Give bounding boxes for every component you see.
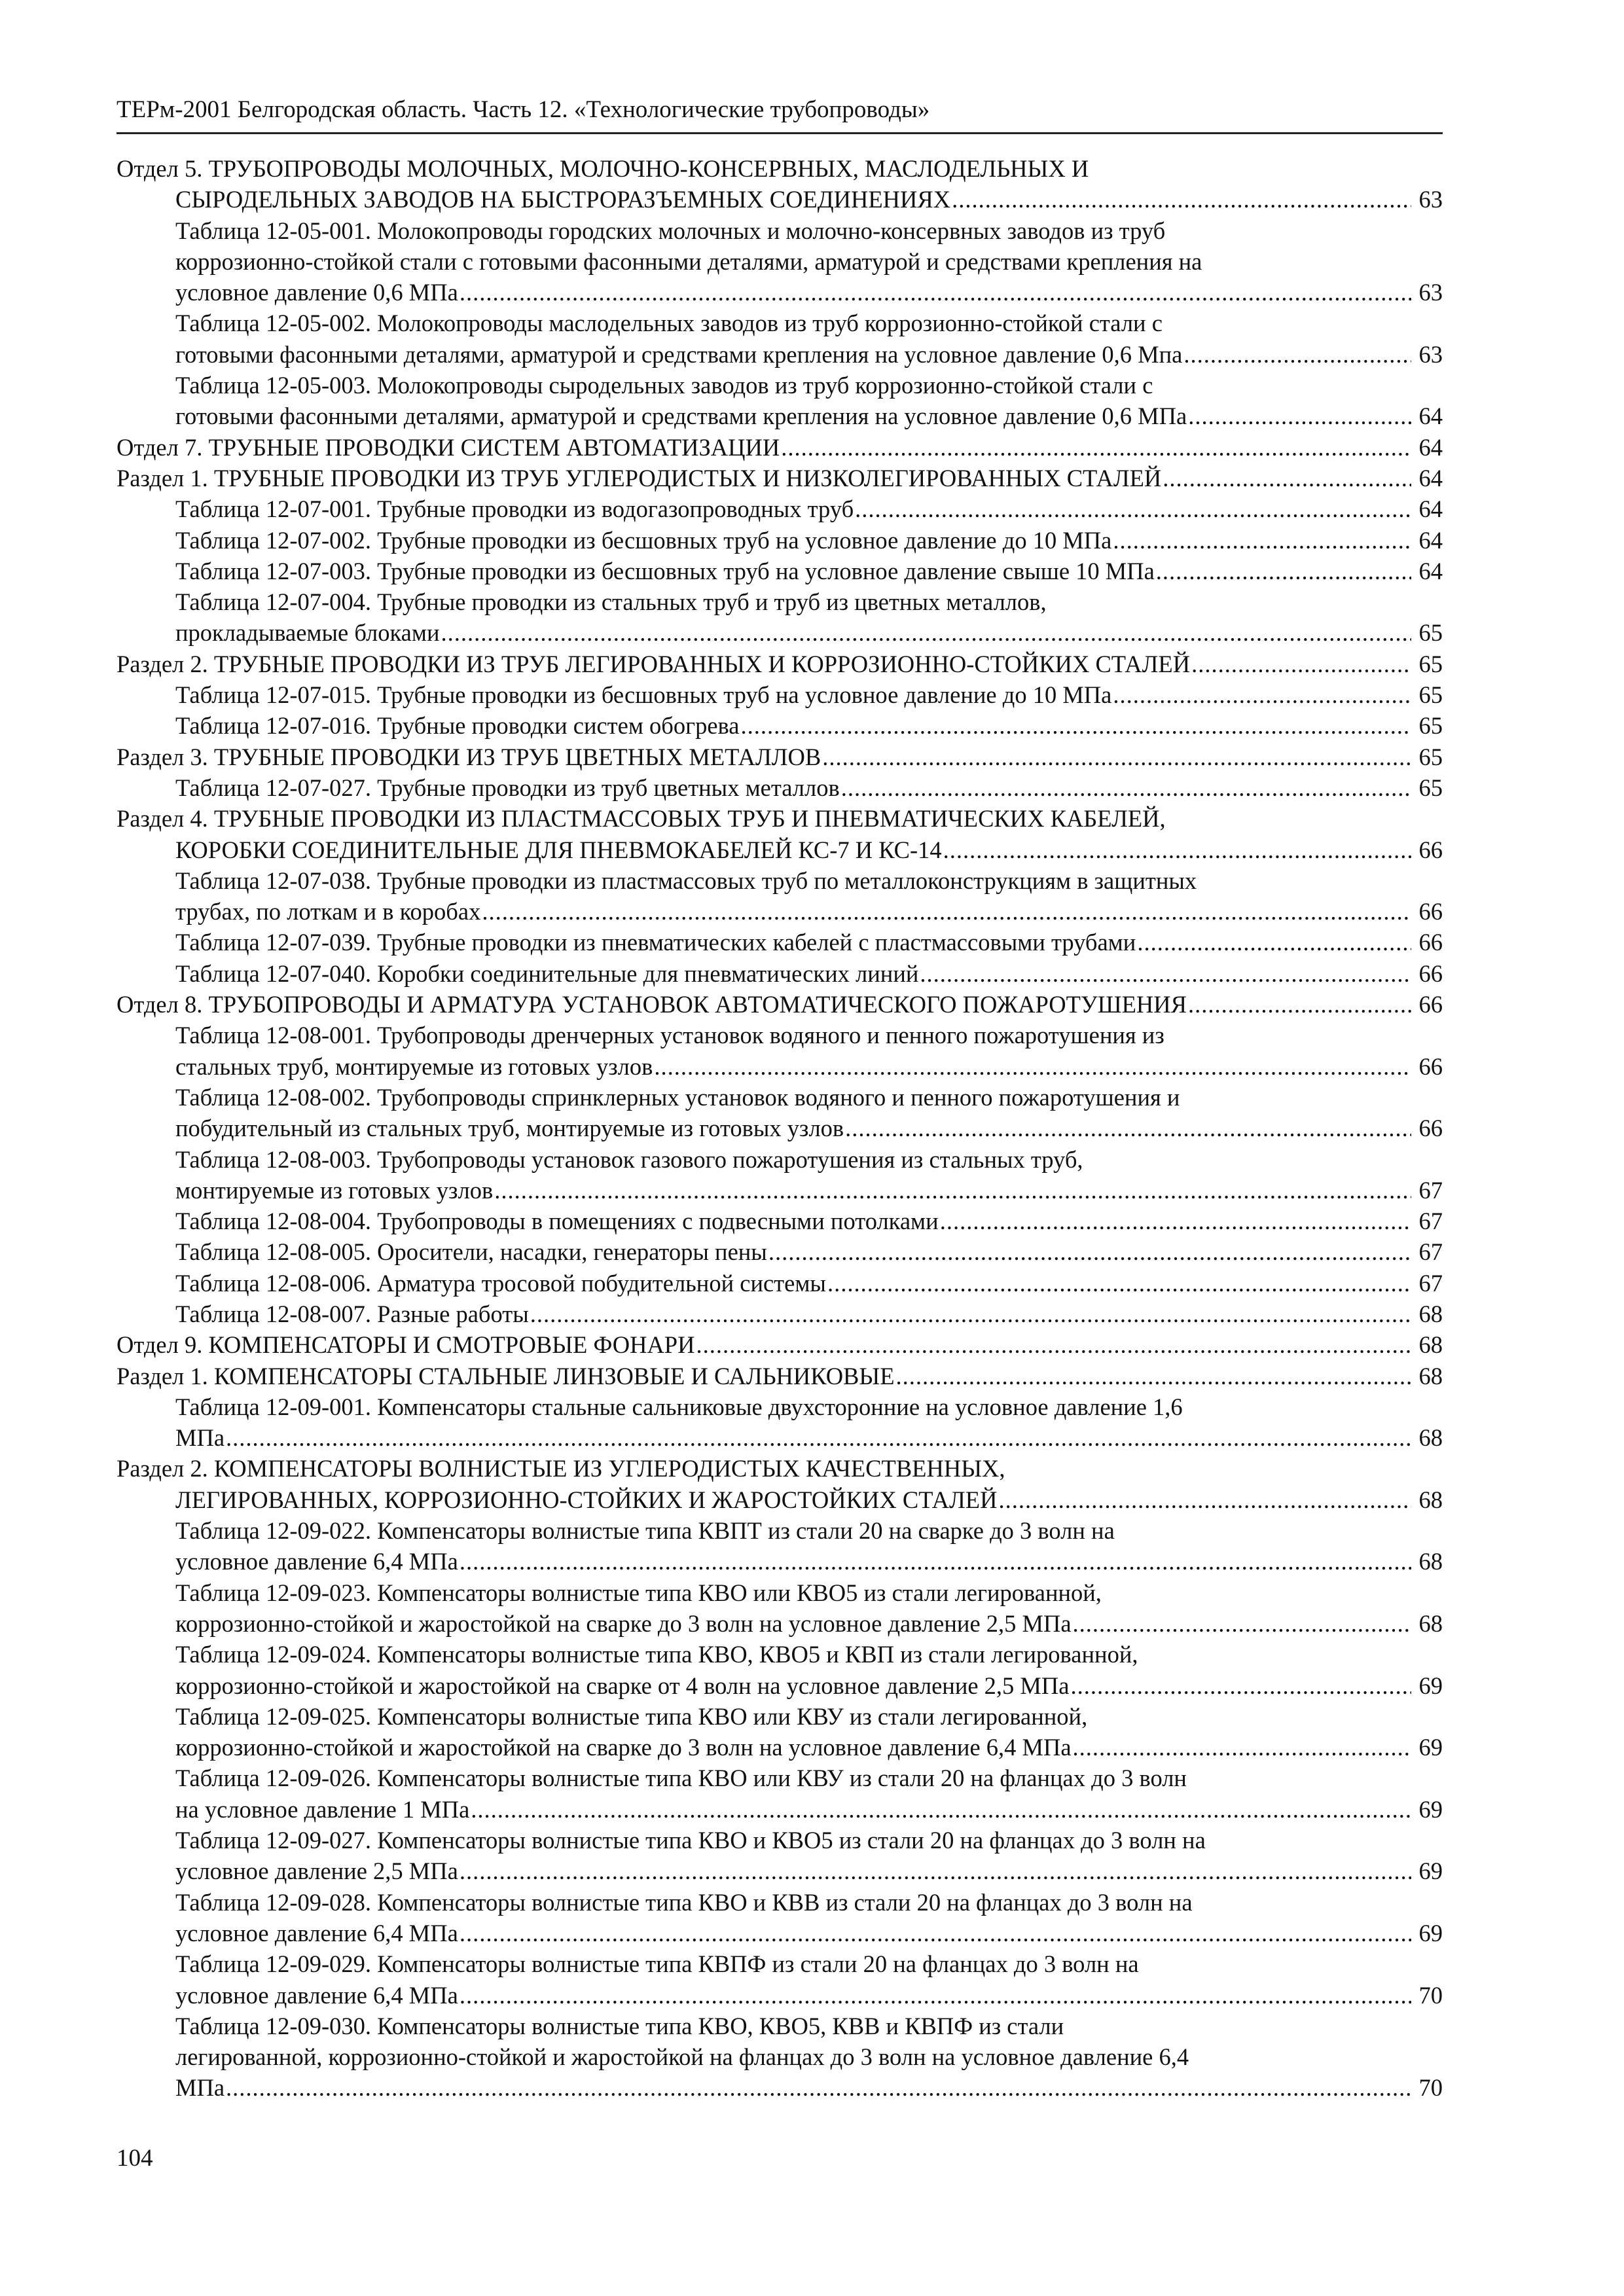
- toc-page-number: 69: [1418, 1734, 1443, 1761]
- dot-leader: [940, 1206, 1411, 1236]
- dot-leader: [460, 1980, 1411, 2011]
- toc-entry-text: Таблица 12-07-038. Трубные проводки из пластмассовых труб по металлоконструкциям в защитных: [175, 867, 1197, 894]
- toc-section-entry[interactable]: [117, 432, 1443, 463]
- toc-page-number: 68: [1418, 1331, 1443, 1359]
- toc-entry-text: КОРОБКИ СОЕДИНИТЕЛЬНЫЕ ДЛЯ ПНЕВМОКАБЕЛЕЙ КС-7 И КС-14: [175, 836, 942, 863]
- dot-leader: [741, 710, 1412, 741]
- toc-entry-text: условное давление 0,6 МПа: [175, 279, 458, 306]
- toc-entry-text: Таблица 12-09-024. Компенсаторы волнистые типа КВО, КВО5 и КВП из стали легированной,: [175, 1641, 1138, 1668]
- toc-entry-text: стальных труб, монтируемые из готовых узлов: [175, 1052, 653, 1080]
- toc-section-entry[interactable]: [117, 803, 1443, 865]
- toc-table-entry[interactable]: [117, 308, 1443, 370]
- toc-entry-text: Таблица 12-08-005. Оросители, насадки, генераторы пены: [175, 1238, 767, 1266]
- toc-entry-text: Таблица 12-08-007. Разные работы: [175, 1300, 529, 1327]
- toc-entry-text: Таблица 12-07-002. Трубные проводки из бесшовных труб на условное давление до 10 МПа: [175, 526, 1112, 554]
- toc-page-number: 69: [1418, 1672, 1443, 1699]
- toc-table-entry[interactable]: [117, 2011, 1443, 2104]
- dot-leader: [494, 1175, 1411, 1206]
- toc-entry-text: Таблица 12-05-003. Молокопроводы сыродельных заводов из труб коррозионно-стойкой стали с: [175, 372, 1153, 399]
- toc-page-number: 68: [1418, 1486, 1443, 1513]
- toc-entry-text: на условное давление 1 МПа: [175, 1795, 470, 1823]
- toc-entry-text: Таблица 12-07-016. Трубные проводки систем обогрева: [175, 712, 740, 740]
- toc-entry-text: Таблица 12-07-004. Трубные проводки из стальных труб и труб из цветных металлов,: [175, 588, 1047, 616]
- page-number: 104: [117, 2145, 153, 2172]
- toc-entry-text: Таблица 12-08-002. Трубопроводы спринклерных установок водяного и пенного пожаротушения и: [175, 1083, 1180, 1111]
- toc-page-number: 63: [1418, 340, 1443, 368]
- toc-page-number: 68: [1418, 1548, 1443, 1575]
- toc-page-number: 64: [1418, 495, 1443, 523]
- toc-page-number: 65: [1418, 774, 1443, 801]
- toc-table-entry[interactable]: [117, 1206, 1443, 1236]
- dot-leader: [1156, 556, 1411, 586]
- toc-table-entry[interactable]: [117, 1268, 1443, 1299]
- dot-leader: [1191, 649, 1411, 679]
- toc-entry-text: Раздел 2. КОМПЕНСАТОРЫ ВОЛНИСТЫЕ ИЗ УГЛЕРОДИСТЫХ КАЧЕСТВЕННЫХ,: [117, 1455, 1005, 1482]
- toc-page-number: 69: [1418, 1857, 1443, 1885]
- toc-entry-text: Отдел 7. ТРУБНЫЕ ПРОВОДКИ СИСТЕМ АВТОМАТИЗАЦИИ: [117, 433, 780, 461]
- toc-entry-text: коррозионно-стойкой и жаростойкой на сварке от 4 волн на условное давление 2,5 МПа: [175, 1672, 1070, 1699]
- dot-leader: [952, 184, 1411, 215]
- toc-table-entry[interactable]: [117, 865, 1443, 927]
- toc-entry-text: Таблица 12-07-001. Трубные проводки из водогазопроводных труб: [175, 495, 854, 523]
- toc-entry-text: Раздел 1. ТРУБНЫЕ ПРОВОДКИ ИЗ ТРУБ УГЛЕРОДИСТЫХ И НИЗКОЛЕГИРОВАННЫХ СТАЛЕЙ: [117, 464, 1162, 492]
- toc-entry-text: Таблица 12-09-026. Компенсаторы волнистые типа КВО или КВУ из стали 20 на фланцах до 3 волн: [175, 1765, 1187, 1792]
- toc-page-number: 65: [1418, 619, 1443, 647]
- toc-entry-text: СЫРОДЕЛЬНЫХ ЗАВОДОВ НА БЫСТРОРАЗЪЕМНЫХ СОЕДИНЕНИЯХ: [175, 186, 951, 213]
- toc-table-entry[interactable]: [117, 370, 1443, 432]
- toc-page-number: 65: [1418, 681, 1443, 709]
- toc-entry-text: условное давление 6,4 МПа: [175, 1981, 458, 2009]
- toc-page-number: 68: [1418, 1362, 1443, 1390]
- toc-table-entry[interactable]: [117, 1948, 1443, 2011]
- page-footer: [117, 2143, 153, 2174]
- toc-page-number: 64: [1418, 557, 1443, 584]
- toc-entry-text: МПа: [175, 2074, 225, 2102]
- toc-entry-text: Таблица 12-09-029. Компенсаторы волнистые типа КВПФ из стали 20 на фланцах до 3 волн на: [175, 1950, 1139, 1978]
- dot-leader: [654, 1051, 1411, 1082]
- table-of-contents: [117, 153, 1443, 2104]
- toc-entry-text: Таблица 12-05-001. Молокопроводы городских молочных и молочно-консервных заводов из труб: [175, 217, 1166, 244]
- toc-table-entry[interactable]: [117, 710, 1443, 741]
- dot-leader: [460, 1856, 1411, 1886]
- toc-page-number: 68: [1418, 1609, 1443, 1637]
- toc-entry-text: Раздел 4. ТРУБНЫЕ ПРОВОДКИ ИЗ ПЛАСТМАССОВЫХ ТРУБ И ПНЕВМАТИЧЕСКИХ КАБЕЛЕЙ,: [117, 805, 1166, 833]
- toc-entry-text: легированной, коррозионно-стойкой и жаростойкой на фланцах до 3 волн на условное давление 6,4: [175, 2043, 1189, 2071]
- toc-table-entry[interactable]: [117, 493, 1443, 524]
- toc-entry-text: Раздел 2. ТРУБНЫЕ ПРОВОДКИ ИЗ ТРУБ ЛЕГИРОВАННЫХ И КОРРОЗИОННО-СТОЙКИХ СТАЛЕЙ: [117, 650, 1191, 677]
- dot-leader: [226, 1422, 1411, 1453]
- toc-table-entry[interactable]: [117, 927, 1443, 958]
- toc-table-entry[interactable]: [117, 1144, 1443, 1206]
- toc-entry-text: Таблица 12-08-004. Трубопроводы в помещениях с подвесными потолками: [175, 1208, 939, 1235]
- toc-page-number: 63: [1418, 279, 1443, 306]
- toc-entry-text: ЛЕГИРОВАННЫХ, КОРРОЗИОННО-СТОЙКИХ И ЖАРОСТОЙКИХ СТАЛЕЙ: [175, 1486, 998, 1513]
- toc-table-entry[interactable]: [117, 1825, 1443, 1887]
- dot-leader: [471, 1794, 1411, 1825]
- toc-table-entry[interactable]: [117, 525, 1443, 556]
- dot-leader: [1183, 339, 1411, 370]
- toc-page-number: 66: [1418, 898, 1443, 925]
- toc-section-entry[interactable]: [117, 649, 1443, 679]
- toc-table-entry[interactable]: [117, 586, 1443, 649]
- dot-leader: [998, 1484, 1411, 1515]
- toc-entry-text: Таблица 12-09-027. Компенсаторы волнистые типа КВО и КВО5 из стали 20 на фланцах до 3 волн на: [175, 1827, 1206, 1854]
- toc-entry-text: Таблица 12-07-040. Коробки соединительные для пневматических линий: [175, 960, 919, 987]
- dot-leader: [1073, 1608, 1411, 1639]
- toc-section-entry[interactable]: [117, 989, 1443, 1020]
- toc-entry-text: прокладываемые блоками: [175, 619, 440, 647]
- toc-entry-text: Таблица 12-09-022. Компенсаторы волнистые типа КВПТ из стали 20 на сварке до 3 волн на: [175, 1517, 1115, 1545]
- toc-page-number: 67: [1418, 1269, 1443, 1297]
- dot-leader: [1137, 927, 1411, 958]
- toc-entry-text: Таблица 12-09-001. Компенсаторы стальные сальниковые двухсторонние на условное давление 1,6: [175, 1393, 1183, 1420]
- toc-table-entry[interactable]: [117, 1639, 1443, 1701]
- dot-leader: [460, 277, 1411, 308]
- toc-page-number: 66: [1418, 960, 1443, 987]
- toc-entry-text: условное давление 2,5 МПа: [175, 1857, 458, 1885]
- toc-page-number: 70: [1418, 1981, 1443, 2009]
- toc-entry-text: Отдел 5. ТРУБОПРОВОДЫ МОЛОЧНЫХ, МОЛОЧНО-КОНСЕРВНЫХ, МАСЛОДЕЛЬНЫХ И: [117, 155, 1089, 182]
- dot-leader: [1188, 401, 1411, 431]
- dot-leader: [1188, 989, 1411, 1020]
- toc-entry-text: коррозионно-стойкой и жаростойкой на сварке до 3 волн на условное давление 2,5 МПа: [175, 1609, 1072, 1637]
- toc-table-entry[interactable]: [117, 679, 1443, 710]
- toc-entry-text: Таблица 12-09-028. Компенсаторы волнистые типа КВО и КВВ из стали 20 на фланцах до 3 волн на: [175, 1888, 1193, 1916]
- dot-leader: [841, 772, 1411, 803]
- dot-leader: [1070, 1670, 1411, 1701]
- toc-page-number: 64: [1418, 403, 1443, 430]
- toc-entry-text: Таблица 12-09-023. Компенсаторы волнистые типа КВО или КВО5 из стали легированной,: [175, 1579, 1102, 1606]
- toc-section-entry[interactable]: [117, 463, 1443, 493]
- toc-entry-text: коррозионно-стойкой и жаростойкой на сварке до 3 волн на условное давление 6,4 МПа: [175, 1734, 1072, 1761]
- dot-leader: [482, 896, 1411, 927]
- dot-leader: [460, 1918, 1411, 1948]
- toc-section-entry[interactable]: [117, 153, 1443, 215]
- dot-leader: [827, 1268, 1411, 1299]
- dot-leader: [822, 742, 1411, 772]
- document-title: ТЕРм-2001 Белгородская область. Часть 12. «Технологические трубопроводы»: [117, 96, 930, 123]
- toc-page-number: 66: [1418, 929, 1443, 956]
- dot-leader: [460, 1546, 1411, 1577]
- toc-entry-text: Раздел 3. ТРУБНЫЕ ПРОВОДКИ ИЗ ТРУБ ЦВЕТНЫХ МЕТАЛЛОВ: [117, 743, 821, 770]
- dot-leader: [896, 1361, 1411, 1391]
- toc-entry-text: монтируемые из готовых узлов: [175, 1176, 494, 1204]
- toc-page-number: 65: [1418, 712, 1443, 740]
- toc-table-entry[interactable]: [117, 1701, 1443, 1763]
- dot-leader: [781, 432, 1411, 463]
- toc-entry-text: Таблица 12-05-002. Молокопроводы маслодельных заводов из труб коррозионно-стойкой стали с: [175, 310, 1163, 337]
- toc-table-entry[interactable]: [117, 1515, 1443, 1577]
- toc-entry-text: готовыми фасонными деталями, арматурой и средствами крепления на условное давление 0,6 МПа: [175, 403, 1187, 430]
- toc-entry-text: условное давление 6,4 МПа: [175, 1548, 458, 1575]
- toc-table-entry[interactable]: [117, 1082, 1443, 1144]
- dot-leader: [845, 1113, 1411, 1143]
- toc-section-entry[interactable]: [117, 1329, 1443, 1360]
- dot-leader: [1163, 463, 1411, 493]
- toc-page-number: 64: [1418, 526, 1443, 554]
- toc-page-number: 67: [1418, 1238, 1443, 1266]
- toc-page-number: 64: [1418, 464, 1443, 492]
- toc-page-number: 66: [1418, 1052, 1443, 1080]
- toc-page-number: 65: [1418, 743, 1443, 770]
- toc-table-entry[interactable]: [117, 215, 1443, 308]
- toc-page-number: 66: [1418, 836, 1443, 863]
- toc-entry-text: Раздел 1. КОМПЕНСАТОРЫ СТАЛЬНЫЕ ЛИНЗОВЫЕ И САЛЬНИКОВЫЕ: [117, 1362, 895, 1390]
- toc-entry-text: Отдел 9. КОМПЕНСАТОРЫ И СМОТРОВЫЕ ФОНАРИ: [117, 1331, 695, 1359]
- toc-entry-text: Таблица 12-08-003. Трубопроводы установок газового пожаротушения из стальных труб,: [175, 1145, 1083, 1173]
- dot-leader: [696, 1329, 1411, 1360]
- dot-leader: [1113, 679, 1411, 710]
- toc-page-number: 66: [1418, 1115, 1443, 1142]
- toc-table-entry[interactable]: [117, 1299, 1443, 1329]
- toc-section-entry[interactable]: [117, 742, 1443, 772]
- toc-entry-text: Отдел 8. ТРУБОПРОВОДЫ И АРМАТУРА УСТАНОВОК АВТОМАТИЧЕСКОГО ПОЖАРОТУШЕНИЯ: [117, 991, 1187, 1018]
- toc-table-entry[interactable]: [117, 1020, 1443, 1082]
- toc-entry-text: Таблица 12-09-030. Компенсаторы волнистые типа КВО, КВО5, КВВ и КВПФ из стали: [175, 2012, 1064, 2039]
- dot-leader: [943, 834, 1411, 865]
- toc-entry-text: Таблица 12-09-025. Компенсаторы волнистые типа КВО или КВУ из стали легированной,: [175, 1702, 1088, 1730]
- toc-entry-text: коррозионно-стойкой стали с готовыми фасонными деталями, арматурой и средствами крепления на: [175, 247, 1202, 275]
- toc-entry-text: Таблица 12-08-006. Арматура тросовой побудительной системы: [175, 1269, 826, 1297]
- toc-page-number: 64: [1418, 433, 1443, 461]
- toc-table-entry[interactable]: [117, 958, 1443, 989]
- toc-page-number: 63: [1418, 186, 1443, 213]
- toc-entry-text: МПа: [175, 1424, 225, 1452]
- toc-table-entry[interactable]: [117, 1391, 1443, 1454]
- toc-page-number: 68: [1418, 1300, 1443, 1327]
- toc-page-number: 70: [1418, 2074, 1443, 2102]
- toc-entry-text: побудительный из стальных труб, монтируемые из готовых узлов: [175, 1115, 844, 1142]
- toc-entry-text: готовыми фасонными деталями, арматурой и средствами крепления на условное давление 0,6 Мпа: [175, 340, 1183, 368]
- toc-table-entry[interactable]: [117, 1887, 1443, 1949]
- toc-table-entry[interactable]: [117, 556, 1443, 586]
- toc-entry-text: Таблица 12-07-039. Трубные проводки из пневматических кабелей с пластмассовыми трубами: [175, 929, 1136, 956]
- toc-entry-text: трубах, по лоткам и в коробах: [175, 898, 481, 925]
- toc-section-entry[interactable]: [117, 1453, 1443, 1515]
- dot-leader: [1073, 1732, 1411, 1763]
- toc-entry-text: Таблица 12-07-027. Трубные проводки из труб цветных металлов: [175, 774, 840, 801]
- dot-leader: [768, 1236, 1411, 1267]
- toc-entry-text: условное давление 6,4 МПа: [175, 1919, 458, 1946]
- toc-table-entry[interactable]: [117, 1763, 1443, 1825]
- toc-page-number: 68: [1418, 1424, 1443, 1452]
- toc-entry-text: Таблица 12-07-015. Трубные проводки из бесшовных труб на условное давление до 10 МПа: [175, 681, 1112, 709]
- toc-entry-text: Таблица 12-08-001. Трубопроводы дренчерных установок водяного и пенного пожаротушения из: [175, 1022, 1164, 1049]
- dot-leader: [226, 2072, 1411, 2103]
- toc-entry-text: Таблица 12-07-003. Трубные проводки из бесшовных труб на условное давление свыше 10 МПа: [175, 557, 1155, 584]
- toc-page-number: 69: [1418, 1795, 1443, 1823]
- toc-page-number: 65: [1418, 650, 1443, 677]
- dot-leader: [530, 1299, 1411, 1329]
- toc-page-number: 67: [1418, 1208, 1443, 1235]
- page-header: [117, 92, 1443, 134]
- toc-table-entry[interactable]: [117, 1236, 1443, 1267]
- toc-page-number: 67: [1418, 1176, 1443, 1204]
- dot-leader: [855, 493, 1411, 524]
- dot-leader: [920, 958, 1411, 989]
- toc-table-entry[interactable]: [117, 1577, 1443, 1640]
- toc-page-number: 69: [1418, 1919, 1443, 1946]
- dot-leader: [441, 617, 1411, 648]
- toc-table-entry[interactable]: [117, 772, 1443, 803]
- toc-page-number: 66: [1418, 991, 1443, 1018]
- dot-leader: [1113, 525, 1411, 556]
- toc-section-entry[interactable]: [117, 1361, 1443, 1391]
